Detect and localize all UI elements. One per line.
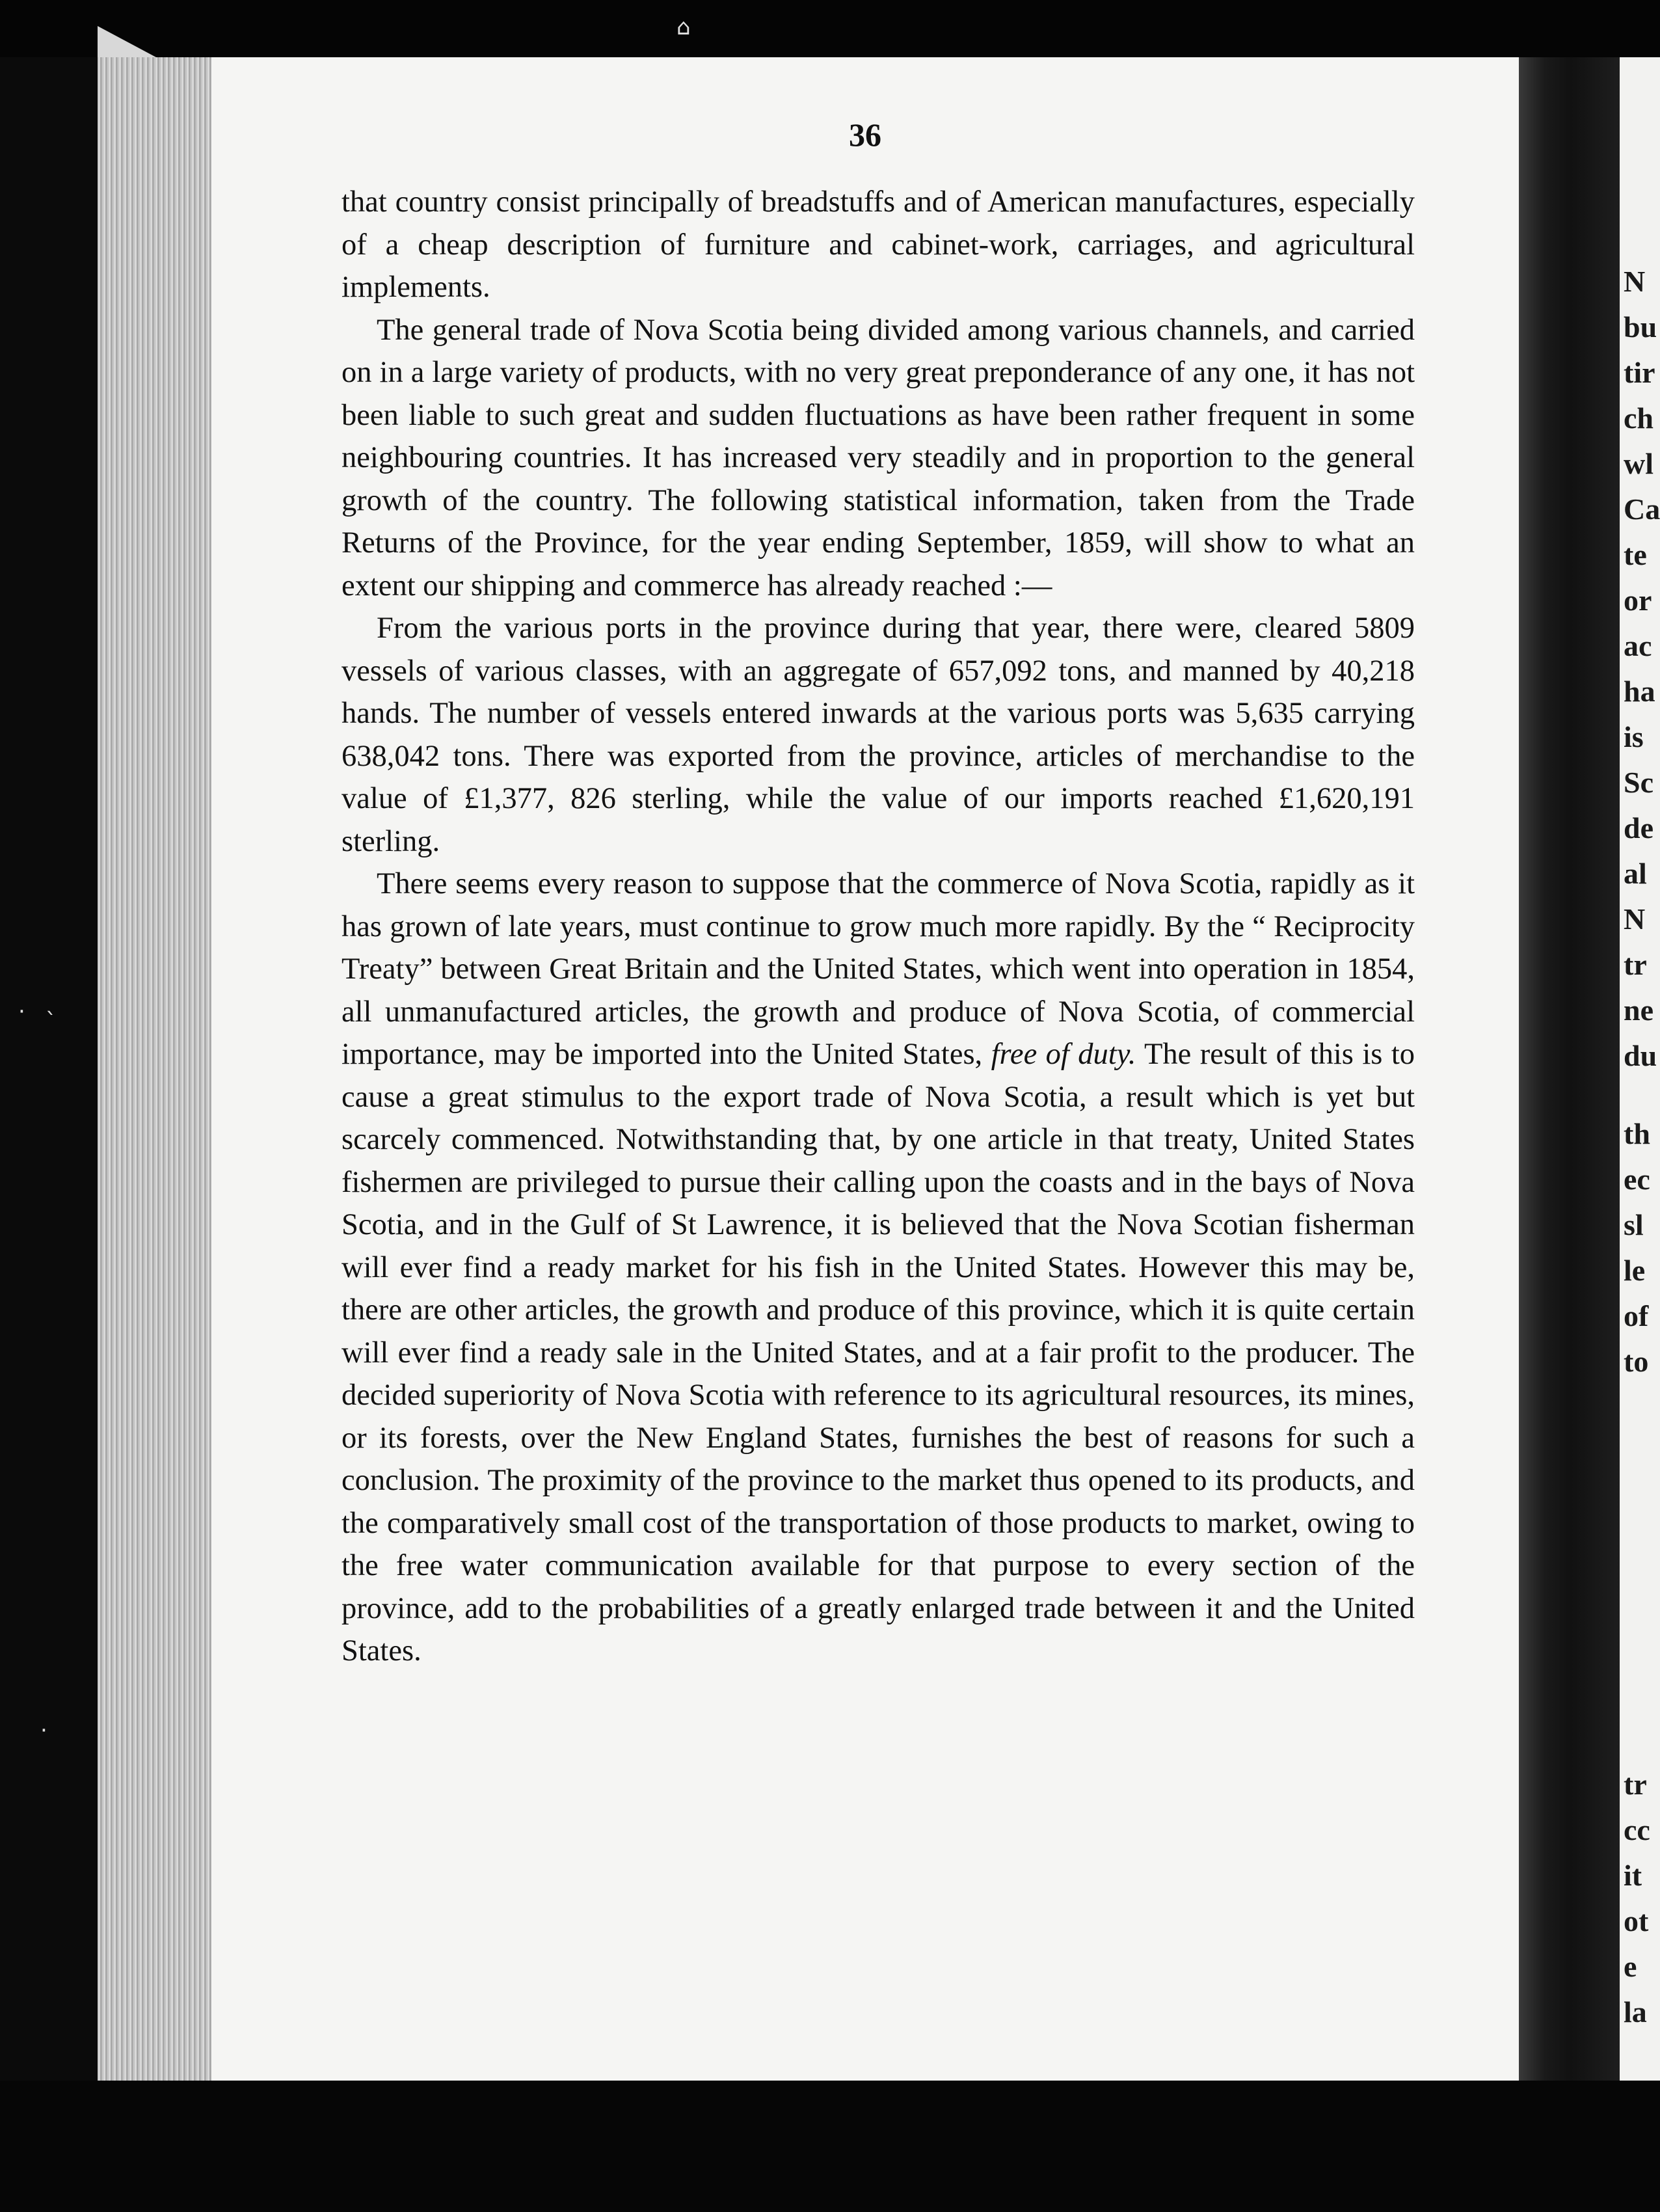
scan-artifact-mark: · xyxy=(40,1718,47,1744)
adjacent-page-edge xyxy=(1620,57,1660,2081)
adjacent-page-fragment: of xyxy=(1624,1299,1649,1332)
adjacent-page-fragment: it xyxy=(1624,1859,1642,1892)
adjacent-page-fragment: N xyxy=(1624,265,1646,298)
adjacent-page-fragment: ha xyxy=(1624,675,1655,708)
adjacent-page-fragment: tr xyxy=(1624,1768,1647,1801)
adjacent-page-fragment: N xyxy=(1624,902,1646,936)
adjacent-page-fragment: or xyxy=(1624,584,1652,617)
adjacent-page-fragment: Ca xyxy=(1624,492,1660,526)
adjacent-page-fragment: Sc xyxy=(1624,766,1653,799)
paragraph-4 xyxy=(341,863,1415,1673)
body-text xyxy=(341,181,1415,1673)
adjacent-page-fragment: ot xyxy=(1624,1904,1649,1937)
adjacent-page-fragment: ec xyxy=(1624,1163,1650,1196)
italic-phrase: free of duty. xyxy=(991,1038,1136,1071)
paragraph-4-start: There seems every reason to suppose that the commerce of Nova Scotia, rapidly as it has grown of late years, must continue to grow much more rapidly. By the “ Reciprocity Treaty” between Great Britain and the United States, which went into operation in 1854, all unmanufactured articles, the growth and produce of Nova Scotia, of commercial importance, may be imported into the United States, xyxy=(341,867,1415,1071)
paragraph-4-continuation: The result of this is to cause a great stimulus to the export trade of Nova Scotia, a result which is yet but scarcely commenced. Notwithstanding that, by one article in that treaty, United States fishermen are privileged to pursue their calling upon the coasts and in the bays of Nova Scotia, and in the Gulf of St Lawrence, it is believed that the Nova Scotian fisherman will ever find a ready market for his fish in the United States. However this may be, there are other articles, the growth and produce of this province, which it is quite certain will ever find a ready sale in the United States, and at a fair profit to the producer. The decided superiority of Nova Scotia with reference to its agricultural resources, its mines, or its forests, over the New England States, furnishes the best of reasons for such a conclusion. The proximity of the province to the market thus opened to its products, and the comparatively small cost of the transportation of those products to market, owing to the free water communication available for that purpose to every section of the province, add to the probabilities of a greatly enlarged trade between it and the United States. xyxy=(341,1038,1415,1667)
adjacent-page-fragment: ne xyxy=(1624,993,1653,1027)
book-page xyxy=(211,57,1519,2081)
adjacent-page-fragment: bu xyxy=(1624,310,1657,344)
adjacent-page-fragment: wl xyxy=(1624,447,1653,480)
adjacent-page-fragment: ac xyxy=(1624,629,1652,662)
paragraph-3: From the various ports in the province during that year, there were, cleared 5809 vessels of various classes, with an aggregate of 657,092 tons, and manned by 40,218 hands. The number of vessels entered inwards at the various ports was 5,635 carrying 638,042 tons. There was exported from the province, articles of merchandise to the value of £1,377, 826 sterling, while the value of our imports reached £1,620,191 sterling. xyxy=(341,612,1415,858)
adjacent-page-fragment: le xyxy=(1624,1254,1646,1287)
adjacent-page-fragment: la xyxy=(1624,1995,1647,2029)
adjacent-page-fragment: de xyxy=(1624,811,1653,844)
paragraph-2: The general trade of Nova Scotia being divided among various channels, and carried on in a large variety of products, with no very great preponderance of any one, it has not been liable to such great and sudden fluctuations as have been rather frequent in some neighbouring countries. It has increased very steadily and in proportion to the general growth of the country. The following statistical information, taken from the Trade Returns of the Province, for the year ending September, 1859, will show to what an extent our shipping and commerce has already reached :— xyxy=(341,313,1415,602)
scan-bottom-border xyxy=(0,2081,1660,2212)
page-stack-edges xyxy=(98,57,211,2081)
scan-artifact-mark: ⌂ xyxy=(676,14,691,40)
adjacent-page-fragment: is xyxy=(1624,720,1644,753)
adjacent-page-fragment: to xyxy=(1624,1345,1649,1378)
adjacent-page-fragment: e xyxy=(1624,1950,1637,1983)
adjacent-page-fragment: tr xyxy=(1624,948,1647,981)
scan-top-border xyxy=(0,0,1660,57)
adjacent-page-fragment: sl xyxy=(1624,1208,1644,1241)
paragraph-1: that country consist principally of breadstuffs and of American manufactures, especially of a cheap description of furniture and cabinet-work, carriages, and agricultural implements. xyxy=(341,185,1415,304)
adjacent-page-fragment: du xyxy=(1624,1039,1657,1072)
adjacent-page-fragment: al xyxy=(1624,857,1647,890)
adjacent-page-fragment: tir xyxy=(1624,356,1655,389)
adjacent-page-fragment: th xyxy=(1624,1117,1650,1150)
adjacent-page-fragment: ch xyxy=(1624,401,1653,435)
scan-artifact-mark: ` xyxy=(46,1008,57,1034)
book-gutter xyxy=(1519,57,1620,2081)
scan-artifact-mark: · xyxy=(18,999,25,1025)
page-number: 36 xyxy=(849,116,881,153)
adjacent-page-fragment: cc xyxy=(1624,1813,1650,1846)
adjacent-page-fragment: te xyxy=(1624,538,1647,571)
